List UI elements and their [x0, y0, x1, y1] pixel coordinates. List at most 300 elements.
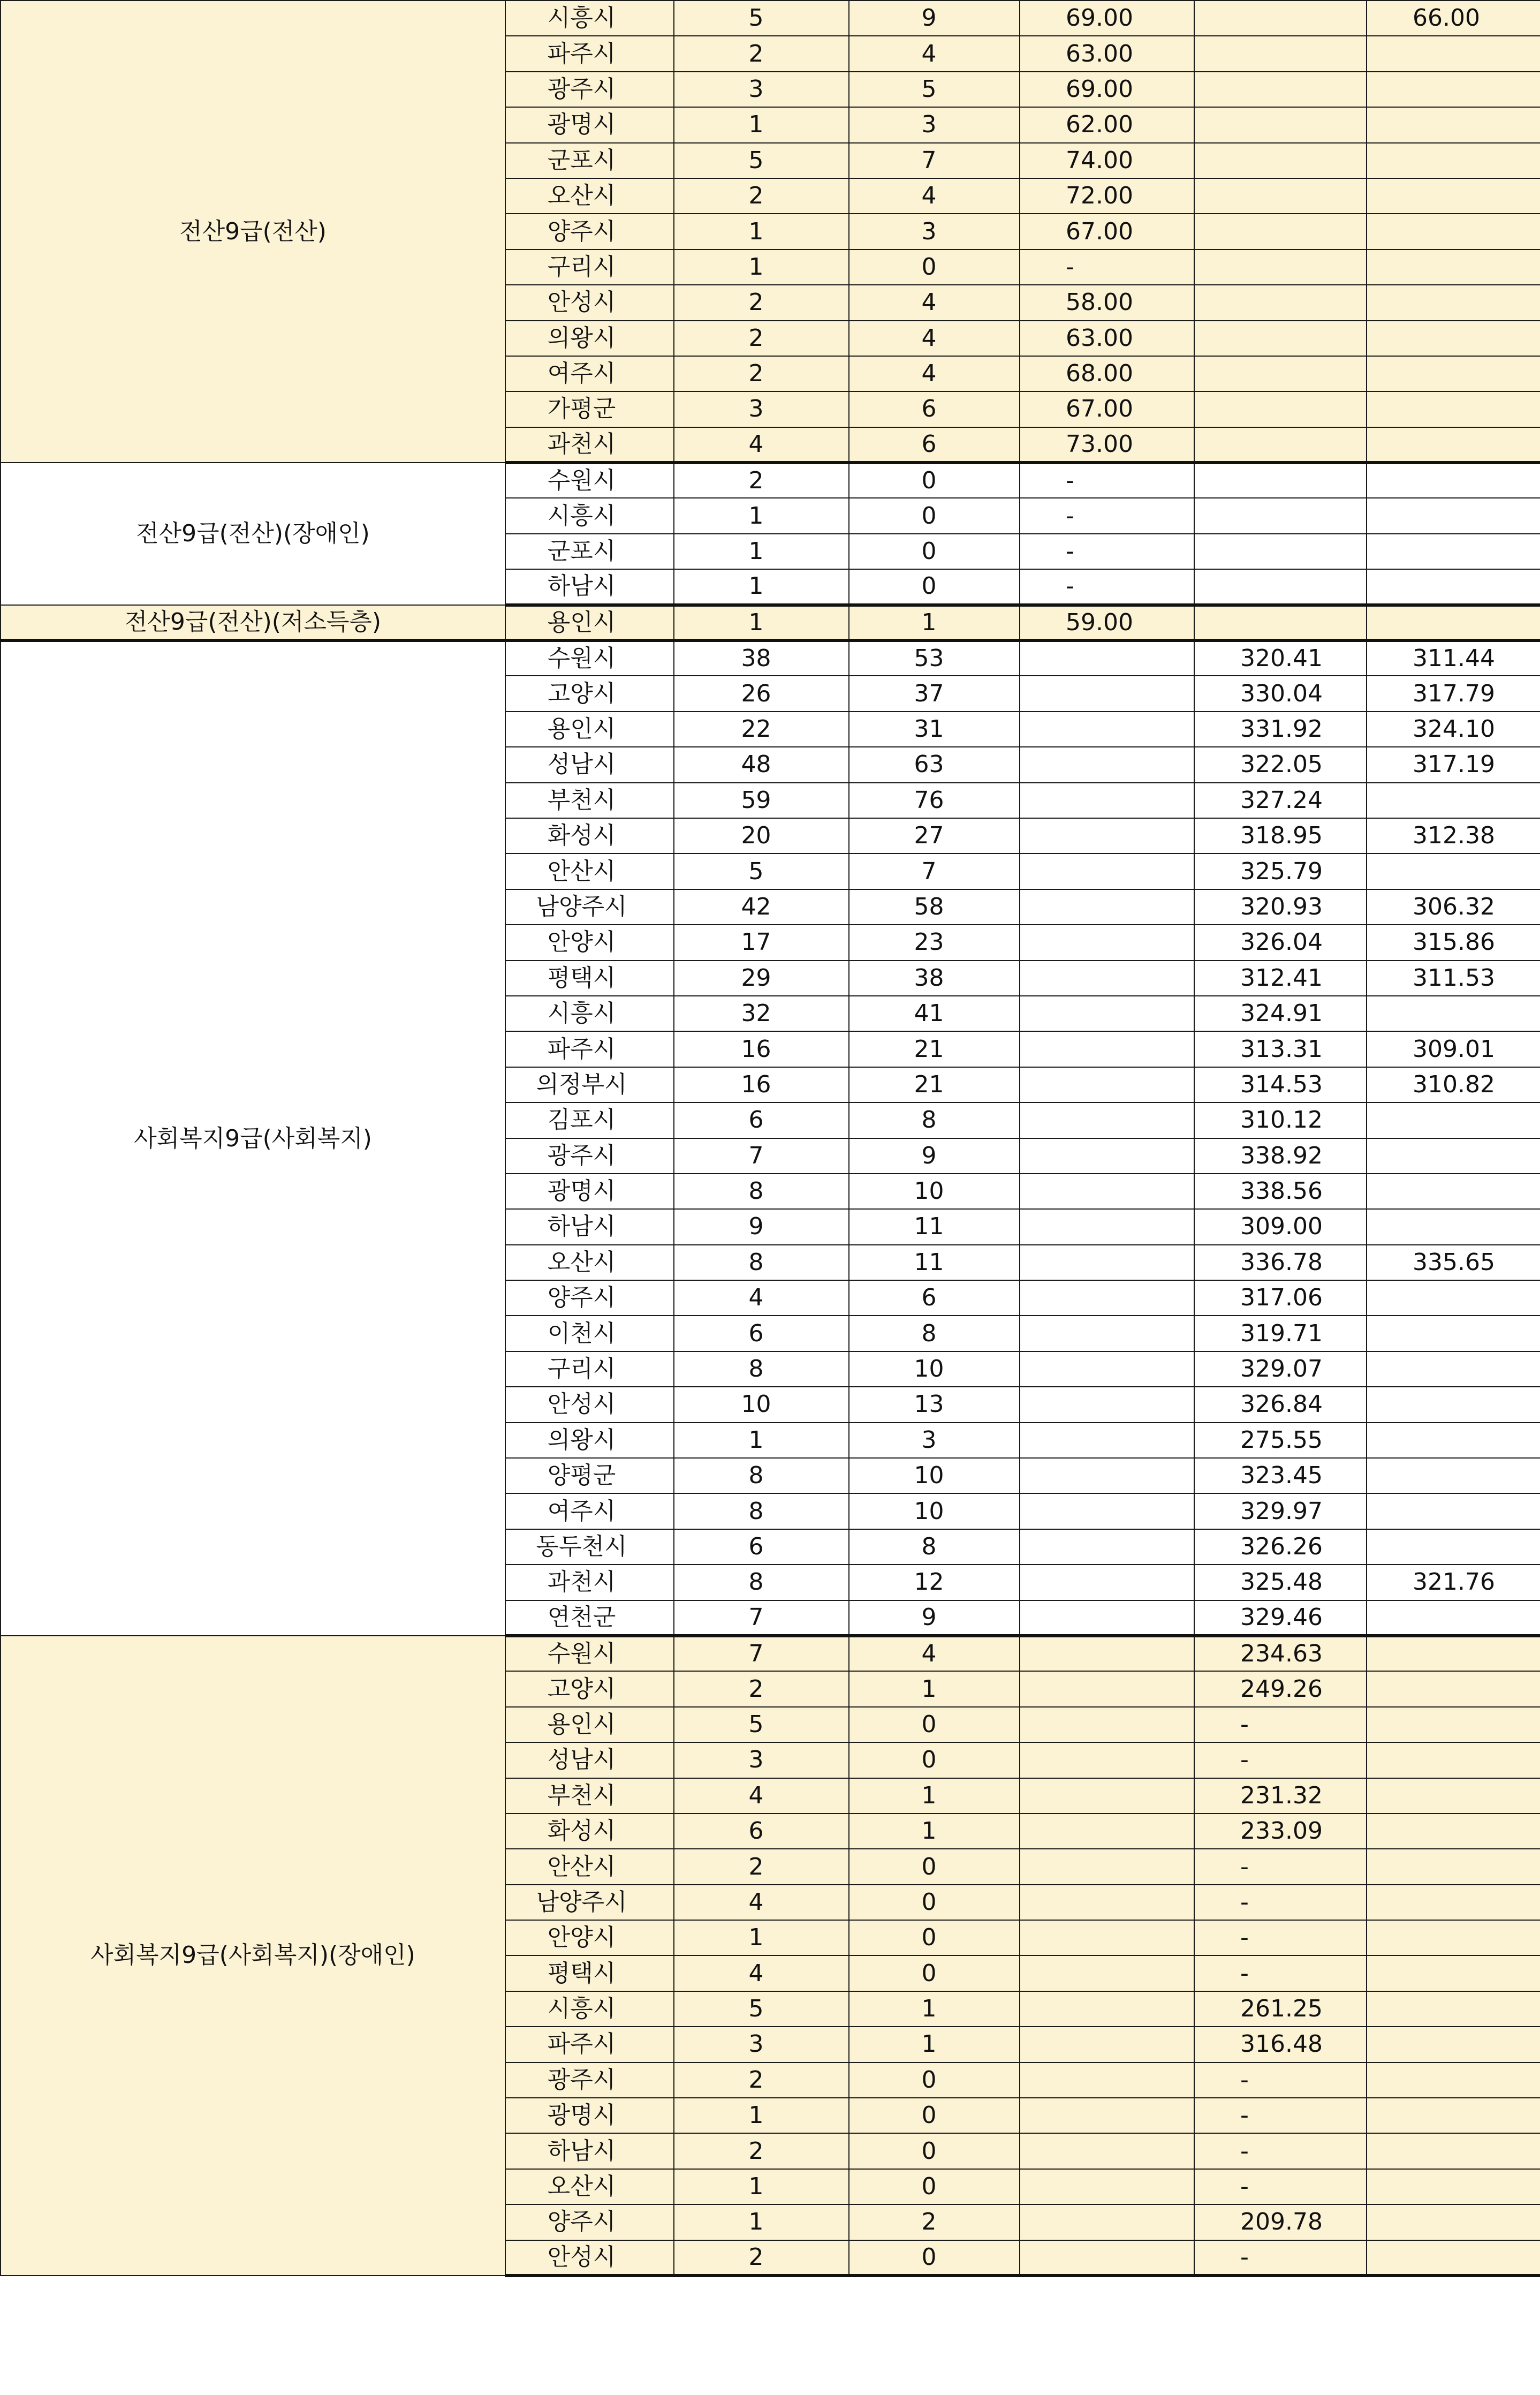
score-cell[interactable]: [1020, 2027, 1194, 2062]
city-cell[interactable]: 광명시: [505, 107, 674, 142]
applicant-count-cell[interactable]: 12: [849, 1565, 1020, 1600]
applicant-count-cell[interactable]: 58: [849, 889, 1020, 925]
city-cell[interactable]: 가평군: [505, 391, 674, 427]
applicant-count-cell[interactable]: 10: [849, 1493, 1020, 1529]
additional-cutoff-cell[interactable]: 317.79: [1367, 676, 1540, 711]
city-cell[interactable]: 용인시: [505, 712, 674, 747]
applicant-count-cell[interactable]: 1: [849, 1778, 1020, 1814]
additional-cutoff-cell[interactable]: [1367, 1138, 1540, 1174]
cutoff-score-cell[interactable]: 209.78: [1194, 2204, 1367, 2240]
applicant-count-cell[interactable]: 53: [849, 640, 1020, 676]
city-cell[interactable]: 군포시: [505, 534, 674, 569]
score-cell[interactable]: 69.00: [1020, 1, 1194, 36]
recruit-count-cell[interactable]: 1: [674, 605, 849, 640]
applicant-count-cell[interactable]: 3: [849, 107, 1020, 142]
recruit-count-cell[interactable]: 16: [674, 1031, 849, 1067]
recruit-count-cell[interactable]: 2: [674, 2133, 849, 2169]
recruit-count-cell[interactable]: 5: [674, 853, 849, 889]
cutoff-score-cell[interactable]: 249.26: [1194, 1671, 1367, 1706]
city-cell[interactable]: 안양시: [505, 1920, 674, 1955]
additional-cutoff-cell[interactable]: [1367, 285, 1540, 320]
city-cell[interactable]: 고양시: [505, 1671, 674, 1706]
applicant-count-cell[interactable]: 5: [849, 72, 1020, 107]
cutoff-score-cell[interactable]: [1194, 427, 1367, 463]
score-cell[interactable]: [1020, 818, 1194, 853]
additional-cutoff-cell[interactable]: [1367, 1280, 1540, 1316]
additional-cutoff-cell[interactable]: [1367, 72, 1540, 107]
recruit-count-cell[interactable]: 29: [674, 961, 849, 996]
applicant-count-cell[interactable]: 0: [849, 2169, 1020, 2204]
applicant-count-cell[interactable]: 1: [849, 1814, 1020, 1849]
recruit-count-cell[interactable]: 2: [674, 2240, 849, 2276]
recruit-count-cell[interactable]: 5: [674, 1991, 849, 2027]
applicant-count-cell[interactable]: 6: [849, 427, 1020, 463]
applicant-count-cell[interactable]: 8: [849, 1102, 1020, 1138]
additional-cutoff-cell[interactable]: [1367, 534, 1540, 569]
city-cell[interactable]: 안양시: [505, 925, 674, 960]
recruit-count-cell[interactable]: 42: [674, 889, 849, 925]
recruit-count-cell[interactable]: 10: [674, 1387, 849, 1422]
additional-cutoff-cell[interactable]: [1367, 1529, 1540, 1565]
score-cell[interactable]: 68.00: [1020, 356, 1194, 391]
additional-cutoff-cell[interactable]: [1367, 1920, 1540, 1955]
cutoff-score-cell[interactable]: 319.71: [1194, 1316, 1367, 1351]
applicant-count-cell[interactable]: 0: [849, 1742, 1020, 1778]
score-cell[interactable]: [1020, 1565, 1194, 1600]
recruit-count-cell[interactable]: 6: [674, 1102, 849, 1138]
cutoff-score-cell[interactable]: -: [1194, 2133, 1367, 2169]
recruit-count-cell[interactable]: 26: [674, 676, 849, 711]
recruit-count-cell[interactable]: 1: [674, 498, 849, 533]
additional-cutoff-cell[interactable]: [1367, 1707, 1540, 1742]
score-cell[interactable]: [1020, 1138, 1194, 1174]
recruit-count-cell[interactable]: 17: [674, 925, 849, 960]
applicant-count-cell[interactable]: 7: [849, 853, 1020, 889]
applicant-count-cell[interactable]: 23: [849, 925, 1020, 960]
cutoff-score-cell[interactable]: [1194, 143, 1367, 178]
additional-cutoff-cell[interactable]: 310.82: [1367, 1067, 1540, 1102]
applicant-count-cell[interactable]: 0: [849, 2062, 1020, 2098]
city-cell[interactable]: 파주시: [505, 36, 674, 71]
recruit-count-cell[interactable]: 5: [674, 1, 849, 36]
cutoff-score-cell[interactable]: 338.92: [1194, 1138, 1367, 1174]
additional-cutoff-cell[interactable]: [1367, 1636, 1540, 1671]
applicant-count-cell[interactable]: 4: [849, 1636, 1020, 1671]
score-cell[interactable]: -: [1020, 534, 1194, 569]
cutoff-score-cell[interactable]: [1194, 391, 1367, 427]
city-cell[interactable]: 여주시: [505, 1493, 674, 1529]
additional-cutoff-cell[interactable]: [1367, 1742, 1540, 1778]
applicant-count-cell[interactable]: 0: [849, 498, 1020, 533]
applicant-count-cell[interactable]: 0: [849, 250, 1020, 285]
additional-cutoff-cell[interactable]: [1367, 214, 1540, 249]
city-cell[interactable]: 하남시: [505, 569, 674, 605]
recruit-count-cell[interactable]: 4: [674, 1955, 849, 1991]
city-cell[interactable]: 평택시: [505, 961, 674, 996]
cutoff-score-cell[interactable]: -: [1194, 2098, 1367, 2133]
applicant-count-cell[interactable]: 0: [849, 1920, 1020, 1955]
score-cell[interactable]: [1020, 996, 1194, 1031]
cutoff-score-cell[interactable]: 231.32: [1194, 1778, 1367, 1814]
recruit-count-cell[interactable]: 8: [674, 1245, 849, 1280]
recruit-count-cell[interactable]: 4: [674, 427, 849, 463]
city-cell[interactable]: 양평군: [505, 1458, 674, 1493]
cutoff-score-cell[interactable]: -: [1194, 1742, 1367, 1778]
additional-cutoff-cell[interactable]: [1367, 2027, 1540, 2062]
city-cell[interactable]: 양주시: [505, 2204, 674, 2240]
recruit-count-cell[interactable]: 1: [674, 2204, 849, 2240]
score-cell[interactable]: [1020, 1920, 1194, 1955]
cutoff-score-cell[interactable]: 320.41: [1194, 640, 1367, 676]
applicant-count-cell[interactable]: 13: [849, 1387, 1020, 1422]
additional-cutoff-cell[interactable]: [1367, 1316, 1540, 1351]
score-cell[interactable]: [1020, 1885, 1194, 1920]
recruit-count-cell[interactable]: 4: [674, 1885, 849, 1920]
applicant-count-cell[interactable]: 10: [849, 1458, 1020, 1493]
cutoff-score-cell[interactable]: 336.78: [1194, 1245, 1367, 1280]
recruit-count-cell[interactable]: 59: [674, 783, 849, 818]
cutoff-score-cell[interactable]: 320.93: [1194, 889, 1367, 925]
additional-cutoff-cell[interactable]: [1367, 250, 1540, 285]
additional-cutoff-cell[interactable]: [1367, 498, 1540, 533]
score-cell[interactable]: 63.00: [1020, 36, 1194, 71]
city-cell[interactable]: 안산시: [505, 853, 674, 889]
applicant-count-cell[interactable]: 10: [849, 1174, 1020, 1209]
cutoff-score-cell[interactable]: 329.46: [1194, 1600, 1367, 1636]
city-cell[interactable]: 과천시: [505, 427, 674, 463]
additional-cutoff-cell[interactable]: [1367, 143, 1540, 178]
recruit-count-cell[interactable]: 7: [674, 1600, 849, 1636]
applicant-count-cell[interactable]: 1: [849, 1671, 1020, 1706]
score-cell[interactable]: [1020, 1849, 1194, 1884]
recruit-count-cell[interactable]: 3: [674, 391, 849, 427]
category-cell[interactable]: 전산9급(전산)(저소득층): [1, 605, 505, 640]
city-cell[interactable]: 성남시: [505, 1742, 674, 1778]
city-cell[interactable]: 광주시: [505, 1138, 674, 1174]
recruit-count-cell[interactable]: 20: [674, 818, 849, 853]
city-cell[interactable]: 안성시: [505, 1387, 674, 1422]
recruit-count-cell[interactable]: 2: [674, 463, 849, 498]
category-cell[interactable]: 전산9급(전산)(장애인): [1, 463, 505, 605]
recruit-count-cell[interactable]: 38: [674, 640, 849, 676]
score-cell[interactable]: 72.00: [1020, 178, 1194, 214]
additional-cutoff-cell[interactable]: [1367, 2098, 1540, 2133]
city-cell[interactable]: 의왕시: [505, 321, 674, 356]
additional-cutoff-cell[interactable]: 311.53: [1367, 961, 1540, 996]
cutoff-score-cell[interactable]: 313.31: [1194, 1031, 1367, 1067]
recruit-count-cell[interactable]: 16: [674, 1067, 849, 1102]
city-cell[interactable]: 양주시: [505, 214, 674, 249]
recruit-count-cell[interactable]: 1: [674, 534, 849, 569]
score-cell[interactable]: [1020, 1245, 1194, 1280]
applicant-count-cell[interactable]: 0: [849, 1885, 1020, 1920]
score-cell[interactable]: [1020, 1387, 1194, 1422]
cutoff-score-cell[interactable]: 275.55: [1194, 1423, 1367, 1458]
cutoff-score-cell[interactable]: [1194, 285, 1367, 320]
score-cell[interactable]: [1020, 1742, 1194, 1778]
recruit-count-cell[interactable]: 6: [674, 1316, 849, 1351]
score-cell[interactable]: [1020, 1493, 1194, 1529]
score-cell[interactable]: [1020, 1671, 1194, 1706]
city-cell[interactable]: 광주시: [505, 72, 674, 107]
additional-cutoff-cell[interactable]: [1367, 1814, 1540, 1849]
score-cell[interactable]: 58.00: [1020, 285, 1194, 320]
recruit-count-cell[interactable]: 6: [674, 1529, 849, 1565]
city-cell[interactable]: 연천군: [505, 1600, 674, 1636]
city-cell[interactable]: 부천시: [505, 783, 674, 818]
cutoff-score-cell[interactable]: [1194, 214, 1367, 249]
category-cell[interactable]: 사회복지9급(사회복지): [1, 640, 505, 1636]
cutoff-score-cell[interactable]: 330.04: [1194, 676, 1367, 711]
score-cell[interactable]: [1020, 1814, 1194, 1849]
cutoff-score-cell[interactable]: 331.92: [1194, 712, 1367, 747]
applicant-count-cell[interactable]: 8: [849, 1529, 1020, 1565]
city-cell[interactable]: 남양주시: [505, 889, 674, 925]
cutoff-score-cell[interactable]: 327.24: [1194, 783, 1367, 818]
score-cell[interactable]: [1020, 2240, 1194, 2276]
cutoff-score-cell[interactable]: -: [1194, 1885, 1367, 1920]
recruit-count-cell[interactable]: 1: [674, 250, 849, 285]
cutoff-score-cell[interactable]: 318.95: [1194, 818, 1367, 853]
score-cell[interactable]: [1020, 676, 1194, 711]
applicant-count-cell[interactable]: 76: [849, 783, 1020, 818]
applicant-count-cell[interactable]: 31: [849, 712, 1020, 747]
additional-cutoff-cell[interactable]: [1367, 2169, 1540, 2204]
additional-cutoff-cell[interactable]: [1367, 1493, 1540, 1529]
additional-cutoff-cell[interactable]: [1367, 1955, 1540, 1991]
score-cell[interactable]: 63.00: [1020, 321, 1194, 356]
additional-cutoff-cell[interactable]: [1367, 605, 1540, 640]
score-cell[interactable]: -: [1020, 463, 1194, 498]
city-cell[interactable]: 동두천시: [505, 1529, 674, 1565]
cutoff-score-cell[interactable]: 310.12: [1194, 1102, 1367, 1138]
city-cell[interactable]: 하남시: [505, 2133, 674, 2169]
city-cell[interactable]: 오산시: [505, 178, 674, 214]
score-cell[interactable]: [1020, 1280, 1194, 1316]
applicant-count-cell[interactable]: 6: [849, 1280, 1020, 1316]
cutoff-score-cell[interactable]: 326.84: [1194, 1387, 1367, 1422]
recruit-count-cell[interactable]: 8: [674, 1351, 849, 1387]
score-cell[interactable]: [1020, 640, 1194, 676]
recruit-count-cell[interactable]: 8: [674, 1493, 849, 1529]
score-cell[interactable]: 67.00: [1020, 391, 1194, 427]
city-cell[interactable]: 시흥시: [505, 1, 674, 36]
cutoff-score-cell[interactable]: -: [1194, 2062, 1367, 2098]
category-cell[interactable]: 전산9급(전산): [1, 1, 505, 463]
applicant-count-cell[interactable]: 1: [849, 1991, 1020, 2027]
additional-cutoff-cell[interactable]: [1367, 1600, 1540, 1636]
applicant-count-cell[interactable]: 0: [849, 2240, 1020, 2276]
score-cell[interactable]: [1020, 1209, 1194, 1244]
cutoff-score-cell[interactable]: [1194, 534, 1367, 569]
score-cell[interactable]: [1020, 2133, 1194, 2169]
recruit-count-cell[interactable]: 2: [674, 1849, 849, 1884]
recruit-count-cell[interactable]: 5: [674, 143, 849, 178]
cutoff-score-cell[interactable]: [1194, 321, 1367, 356]
score-cell[interactable]: [1020, 1174, 1194, 1209]
additional-cutoff-cell[interactable]: [1367, 1885, 1540, 1920]
cutoff-score-cell[interactable]: 312.41: [1194, 961, 1367, 996]
recruit-count-cell[interactable]: 8: [674, 1565, 849, 1600]
city-cell[interactable]: 군포시: [505, 143, 674, 178]
recruit-count-cell[interactable]: 1: [674, 214, 849, 249]
cutoff-score-cell[interactable]: 234.63: [1194, 1636, 1367, 1671]
recruit-count-cell[interactable]: 1: [674, 107, 849, 142]
additional-cutoff-cell[interactable]: [1367, 178, 1540, 214]
additional-cutoff-cell[interactable]: [1367, 391, 1540, 427]
score-cell[interactable]: [1020, 1316, 1194, 1351]
city-cell[interactable]: 용인시: [505, 1707, 674, 1742]
city-cell[interactable]: 과천시: [505, 1565, 674, 1600]
cutoff-score-cell[interactable]: [1194, 72, 1367, 107]
score-cell[interactable]: 73.00: [1020, 427, 1194, 463]
applicant-count-cell[interactable]: 0: [849, 534, 1020, 569]
additional-cutoff-cell[interactable]: [1367, 356, 1540, 391]
city-cell[interactable]: 성남시: [505, 747, 674, 782]
city-cell[interactable]: 오산시: [505, 2169, 674, 2204]
applicant-count-cell[interactable]: 3: [849, 214, 1020, 249]
city-cell[interactable]: 안성시: [505, 2240, 674, 2276]
cutoff-score-cell[interactable]: 261.25: [1194, 1991, 1367, 2027]
recruit-count-cell[interactable]: 48: [674, 747, 849, 782]
city-cell[interactable]: 여주시: [505, 356, 674, 391]
additional-cutoff-cell[interactable]: 311.44: [1367, 640, 1540, 676]
cutoff-score-cell[interactable]: 326.04: [1194, 925, 1367, 960]
additional-cutoff-cell[interactable]: [1367, 1849, 1540, 1884]
applicant-count-cell[interactable]: 3: [849, 1423, 1020, 1458]
cutoff-score-cell[interactable]: 326.26: [1194, 1529, 1367, 1565]
city-cell[interactable]: 파주시: [505, 2027, 674, 2062]
additional-cutoff-cell[interactable]: [1367, 107, 1540, 142]
score-cell[interactable]: -: [1020, 569, 1194, 605]
city-cell[interactable]: 남양주시: [505, 1885, 674, 1920]
score-cell[interactable]: [1020, 2204, 1194, 2240]
applicant-count-cell[interactable]: 4: [849, 356, 1020, 391]
applicant-count-cell[interactable]: 41: [849, 996, 1020, 1031]
city-cell[interactable]: 수원시: [505, 463, 674, 498]
additional-cutoff-cell[interactable]: 317.19: [1367, 747, 1540, 782]
applicant-count-cell[interactable]: 21: [849, 1067, 1020, 1102]
applicant-count-cell[interactable]: 0: [849, 2098, 1020, 2133]
recruit-count-cell[interactable]: 2: [674, 2062, 849, 2098]
score-cell[interactable]: [1020, 1067, 1194, 1102]
applicant-count-cell[interactable]: 27: [849, 818, 1020, 853]
city-cell[interactable]: 광명시: [505, 1174, 674, 1209]
score-cell[interactable]: [1020, 925, 1194, 960]
city-cell[interactable]: 시흥시: [505, 996, 674, 1031]
cutoff-score-cell[interactable]: [1194, 1, 1367, 36]
city-cell[interactable]: 의왕시: [505, 1423, 674, 1458]
score-cell[interactable]: 69.00: [1020, 72, 1194, 107]
score-cell[interactable]: [1020, 889, 1194, 925]
additional-cutoff-cell[interactable]: [1367, 1351, 1540, 1387]
score-cell[interactable]: -: [1020, 498, 1194, 533]
applicant-count-cell[interactable]: 10: [849, 1351, 1020, 1387]
additional-cutoff-cell[interactable]: [1367, 569, 1540, 605]
applicant-count-cell[interactable]: 11: [849, 1209, 1020, 1244]
recruit-count-cell[interactable]: 2: [674, 1671, 849, 1706]
score-cell[interactable]: [1020, 1102, 1194, 1138]
applicant-count-cell[interactable]: 4: [849, 36, 1020, 71]
applicant-count-cell[interactable]: 0: [849, 1955, 1020, 1991]
additional-cutoff-cell[interactable]: [1367, 463, 1540, 498]
score-cell[interactable]: 59.00: [1020, 605, 1194, 640]
applicant-count-cell[interactable]: 7: [849, 143, 1020, 178]
additional-cutoff-cell[interactable]: [1367, 36, 1540, 71]
applicant-count-cell[interactable]: 0: [849, 2133, 1020, 2169]
score-cell[interactable]: [1020, 1778, 1194, 1814]
score-cell[interactable]: 62.00: [1020, 107, 1194, 142]
cutoff-score-cell[interactable]: 233.09: [1194, 1814, 1367, 1849]
city-cell[interactable]: 시흥시: [505, 498, 674, 533]
score-cell[interactable]: [1020, 1031, 1194, 1067]
recruit-count-cell[interactable]: 22: [674, 712, 849, 747]
score-cell[interactable]: [1020, 1458, 1194, 1493]
city-cell[interactable]: 오산시: [505, 1245, 674, 1280]
cutoff-score-cell[interactable]: 329.07: [1194, 1351, 1367, 1387]
score-cell[interactable]: [1020, 1529, 1194, 1565]
additional-cutoff-cell[interactable]: [1367, 1209, 1540, 1244]
applicant-count-cell[interactable]: 37: [849, 676, 1020, 711]
applicant-count-cell[interactable]: 0: [849, 463, 1020, 498]
applicant-count-cell[interactable]: 0: [849, 569, 1020, 605]
cutoff-score-cell[interactable]: [1194, 356, 1367, 391]
city-cell[interactable]: 용인시: [505, 605, 674, 640]
city-cell[interactable]: 구리시: [505, 1351, 674, 1387]
recruit-count-cell[interactable]: 2: [674, 178, 849, 214]
cutoff-score-cell[interactable]: 323.45: [1194, 1458, 1367, 1493]
city-cell[interactable]: 고양시: [505, 676, 674, 711]
recruit-count-cell[interactable]: 32: [674, 996, 849, 1031]
cutoff-score-cell[interactable]: -: [1194, 1920, 1367, 1955]
applicant-count-cell[interactable]: 4: [849, 321, 1020, 356]
score-cell[interactable]: [1020, 2169, 1194, 2204]
applicant-count-cell[interactable]: 38: [849, 961, 1020, 996]
cutoff-score-cell[interactable]: [1194, 498, 1367, 533]
applicant-count-cell[interactable]: 8: [849, 1316, 1020, 1351]
cutoff-score-cell[interactable]: [1194, 463, 1367, 498]
recruit-count-cell[interactable]: 3: [674, 1742, 849, 1778]
cutoff-score-cell[interactable]: 317.06: [1194, 1280, 1367, 1316]
city-cell[interactable]: 평택시: [505, 1955, 674, 1991]
applicant-count-cell[interactable]: 21: [849, 1031, 1020, 1067]
cutoff-score-cell[interactable]: -: [1194, 2240, 1367, 2276]
additional-cutoff-cell[interactable]: [1367, 996, 1540, 1031]
cutoff-score-cell[interactable]: 325.48: [1194, 1565, 1367, 1600]
city-cell[interactable]: 광명시: [505, 2098, 674, 2133]
additional-cutoff-cell[interactable]: [1367, 2204, 1540, 2240]
recruit-count-cell[interactable]: 5: [674, 1707, 849, 1742]
city-cell[interactable]: 화성시: [505, 1814, 674, 1849]
score-cell[interactable]: 67.00: [1020, 214, 1194, 249]
additional-cutoff-cell[interactable]: [1367, 1671, 1540, 1706]
score-cell[interactable]: [1020, 961, 1194, 996]
additional-cutoff-cell[interactable]: [1367, 1458, 1540, 1493]
cutoff-score-cell[interactable]: [1194, 250, 1367, 285]
cutoff-score-cell[interactable]: -: [1194, 1707, 1367, 1742]
cutoff-score-cell[interactable]: -: [1194, 1955, 1367, 1991]
additional-cutoff-cell[interactable]: [1367, 1387, 1540, 1422]
cutoff-score-cell[interactable]: [1194, 107, 1367, 142]
additional-cutoff-cell[interactable]: [1367, 2133, 1540, 2169]
score-cell[interactable]: [1020, 2062, 1194, 2098]
score-cell[interactable]: [1020, 747, 1194, 782]
recruit-count-cell[interactable]: 2: [674, 321, 849, 356]
recruit-count-cell[interactable]: 6: [674, 1814, 849, 1849]
applicant-count-cell[interactable]: 63: [849, 747, 1020, 782]
cutoff-score-cell[interactable]: [1194, 36, 1367, 71]
recruit-count-cell[interactable]: 8: [674, 1458, 849, 1493]
